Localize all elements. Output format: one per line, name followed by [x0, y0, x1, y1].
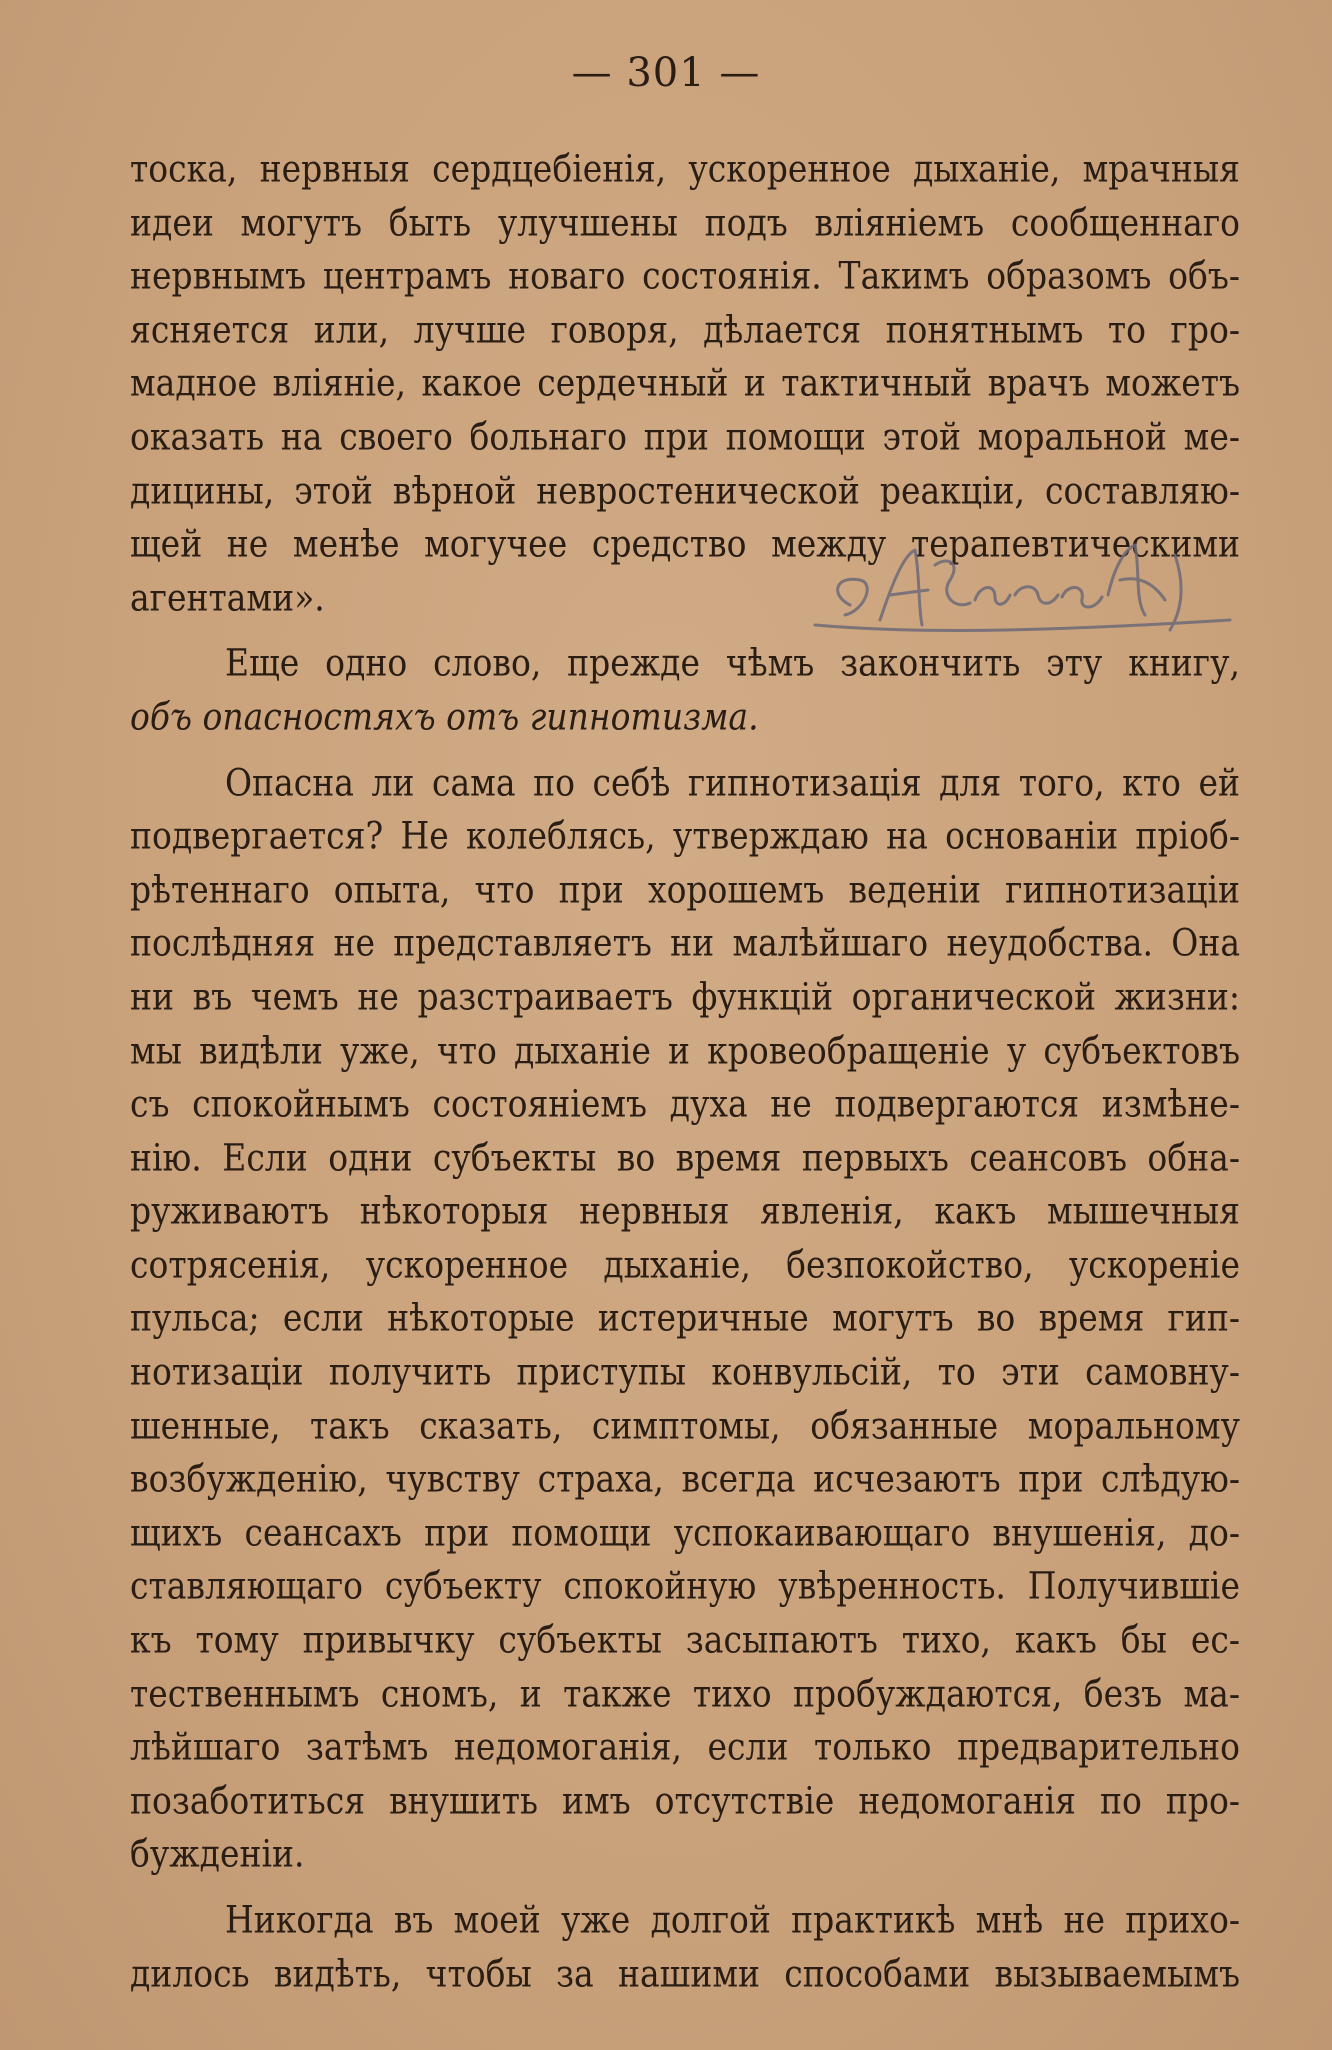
text-line: нію. Если одни субъекты во время первыхъ сеансовъ обна- — [130, 1135, 1240, 1179]
text-line: дилось видѣть, чтобы за нашими способами вызываемымъ — [130, 1951, 1240, 1995]
text-line: ни въ чемъ не разстраиваетъ функцій органической жизни: — [130, 974, 1240, 1019]
text-line: ставляющаго субъекту спокойную увѣренность. Получившіе — [130, 1564, 1240, 1608]
text-line: тественнымъ сномъ, и также тихо пробуждаются, безъ ма- — [130, 1671, 1240, 1715]
text-line: Никогда въ моей уже долгой практикѣ мнѣ не прихо- — [225, 1897, 1240, 1942]
text-line: рѣтеннаго опыта, что при хорошемъ веденіи гипнотизаціи — [130, 867, 1240, 912]
text-line: сотрясенія, ускоренное дыханіе, безпокойство, ускореніе — [130, 1242, 1240, 1287]
text-line: Еще одно слово, прежде чѣмъ закончить эту книгу, — [225, 640, 1240, 685]
text-line: пульса; если нѣкоторые истеричные могутъ во время гип- — [130, 1296, 1240, 1340]
page-number: — 301 — — [571, 50, 761, 96]
text-line: возбужденію, чувству страха, всегда исчезаютъ при слѣдую- — [130, 1456, 1240, 1501]
text-line: идеи могутъ быть улучшены подъ вліяніемъ сообщеннаго — [130, 200, 1240, 244]
text-line: нотизаціи получить приступы конвульсій, то эти самовну- — [130, 1349, 1240, 1394]
text-line: тоска, нервныя сердцебіенія, ускоренное дыханіе, мрачныя — [130, 146, 1240, 191]
text-line-italic: объ опасностяхъ отъ гипнотизма. — [130, 694, 759, 739]
text-line: дицины, этой вѣрной невростенической реакціи, составляю- — [130, 468, 1240, 512]
text-line: оказать на своего больнаго при помощи этой моральной ме- — [130, 414, 1240, 459]
text-line: руживаютъ нѣкоторыя нервныя явленія, какъ мышечныя — [130, 1188, 1240, 1233]
text-line: ясняется или, лучше говоря, дѣлается понятнымъ то гро- — [130, 307, 1240, 352]
text-line: бужденіи. — [130, 1832, 305, 1876]
text-line: нервнымъ центрамъ новаго состоянія. Такимъ образомъ объ- — [130, 253, 1240, 298]
handwritten-signature — [810, 535, 1250, 645]
text-line: мы видѣли уже, что дыханіе и кровеобращеніе у субъектовъ — [130, 1028, 1240, 1072]
text-line: агентами». — [130, 575, 325, 620]
text-line: щей не менѣе могучее средство между терапевтическими — [130, 521, 1240, 566]
text-line: послѣдняя не представляетъ ни малѣйшаго неудобства. Она — [130, 920, 1240, 965]
text-line: мадное вліяніе, какое сердечный и тактичный врачъ можетъ — [130, 360, 1240, 405]
text-line: съ спокойнымъ состояніемъ духа не подвергаются измѣне- — [130, 1081, 1240, 1126]
body-text — [130, 142, 1240, 2000]
text-line: къ тому привычку субъекты засыпаютъ тихо, какъ бы ес- — [130, 1617, 1240, 1662]
text-line: подвергается? Не колеблясь, утверждаю на основаніи пріоб- — [130, 813, 1240, 858]
text-line: лѣйшаго затѣмъ недомоганія, если только предварительно — [130, 1724, 1240, 1769]
text-line: щихъ сеансахъ при помощи успокаивающаго внушенія, до- — [130, 1510, 1240, 1555]
text-line: шенные, такъ сказать, симптомы, обязанные моральному — [130, 1403, 1240, 1447]
text-line: позаботиться внушить имъ отсутствіе недомоганія по про- — [130, 1778, 1240, 1823]
text-line: Опасна ли сама по себѣ гипнотизація для того, кто ей — [225, 760, 1240, 804]
